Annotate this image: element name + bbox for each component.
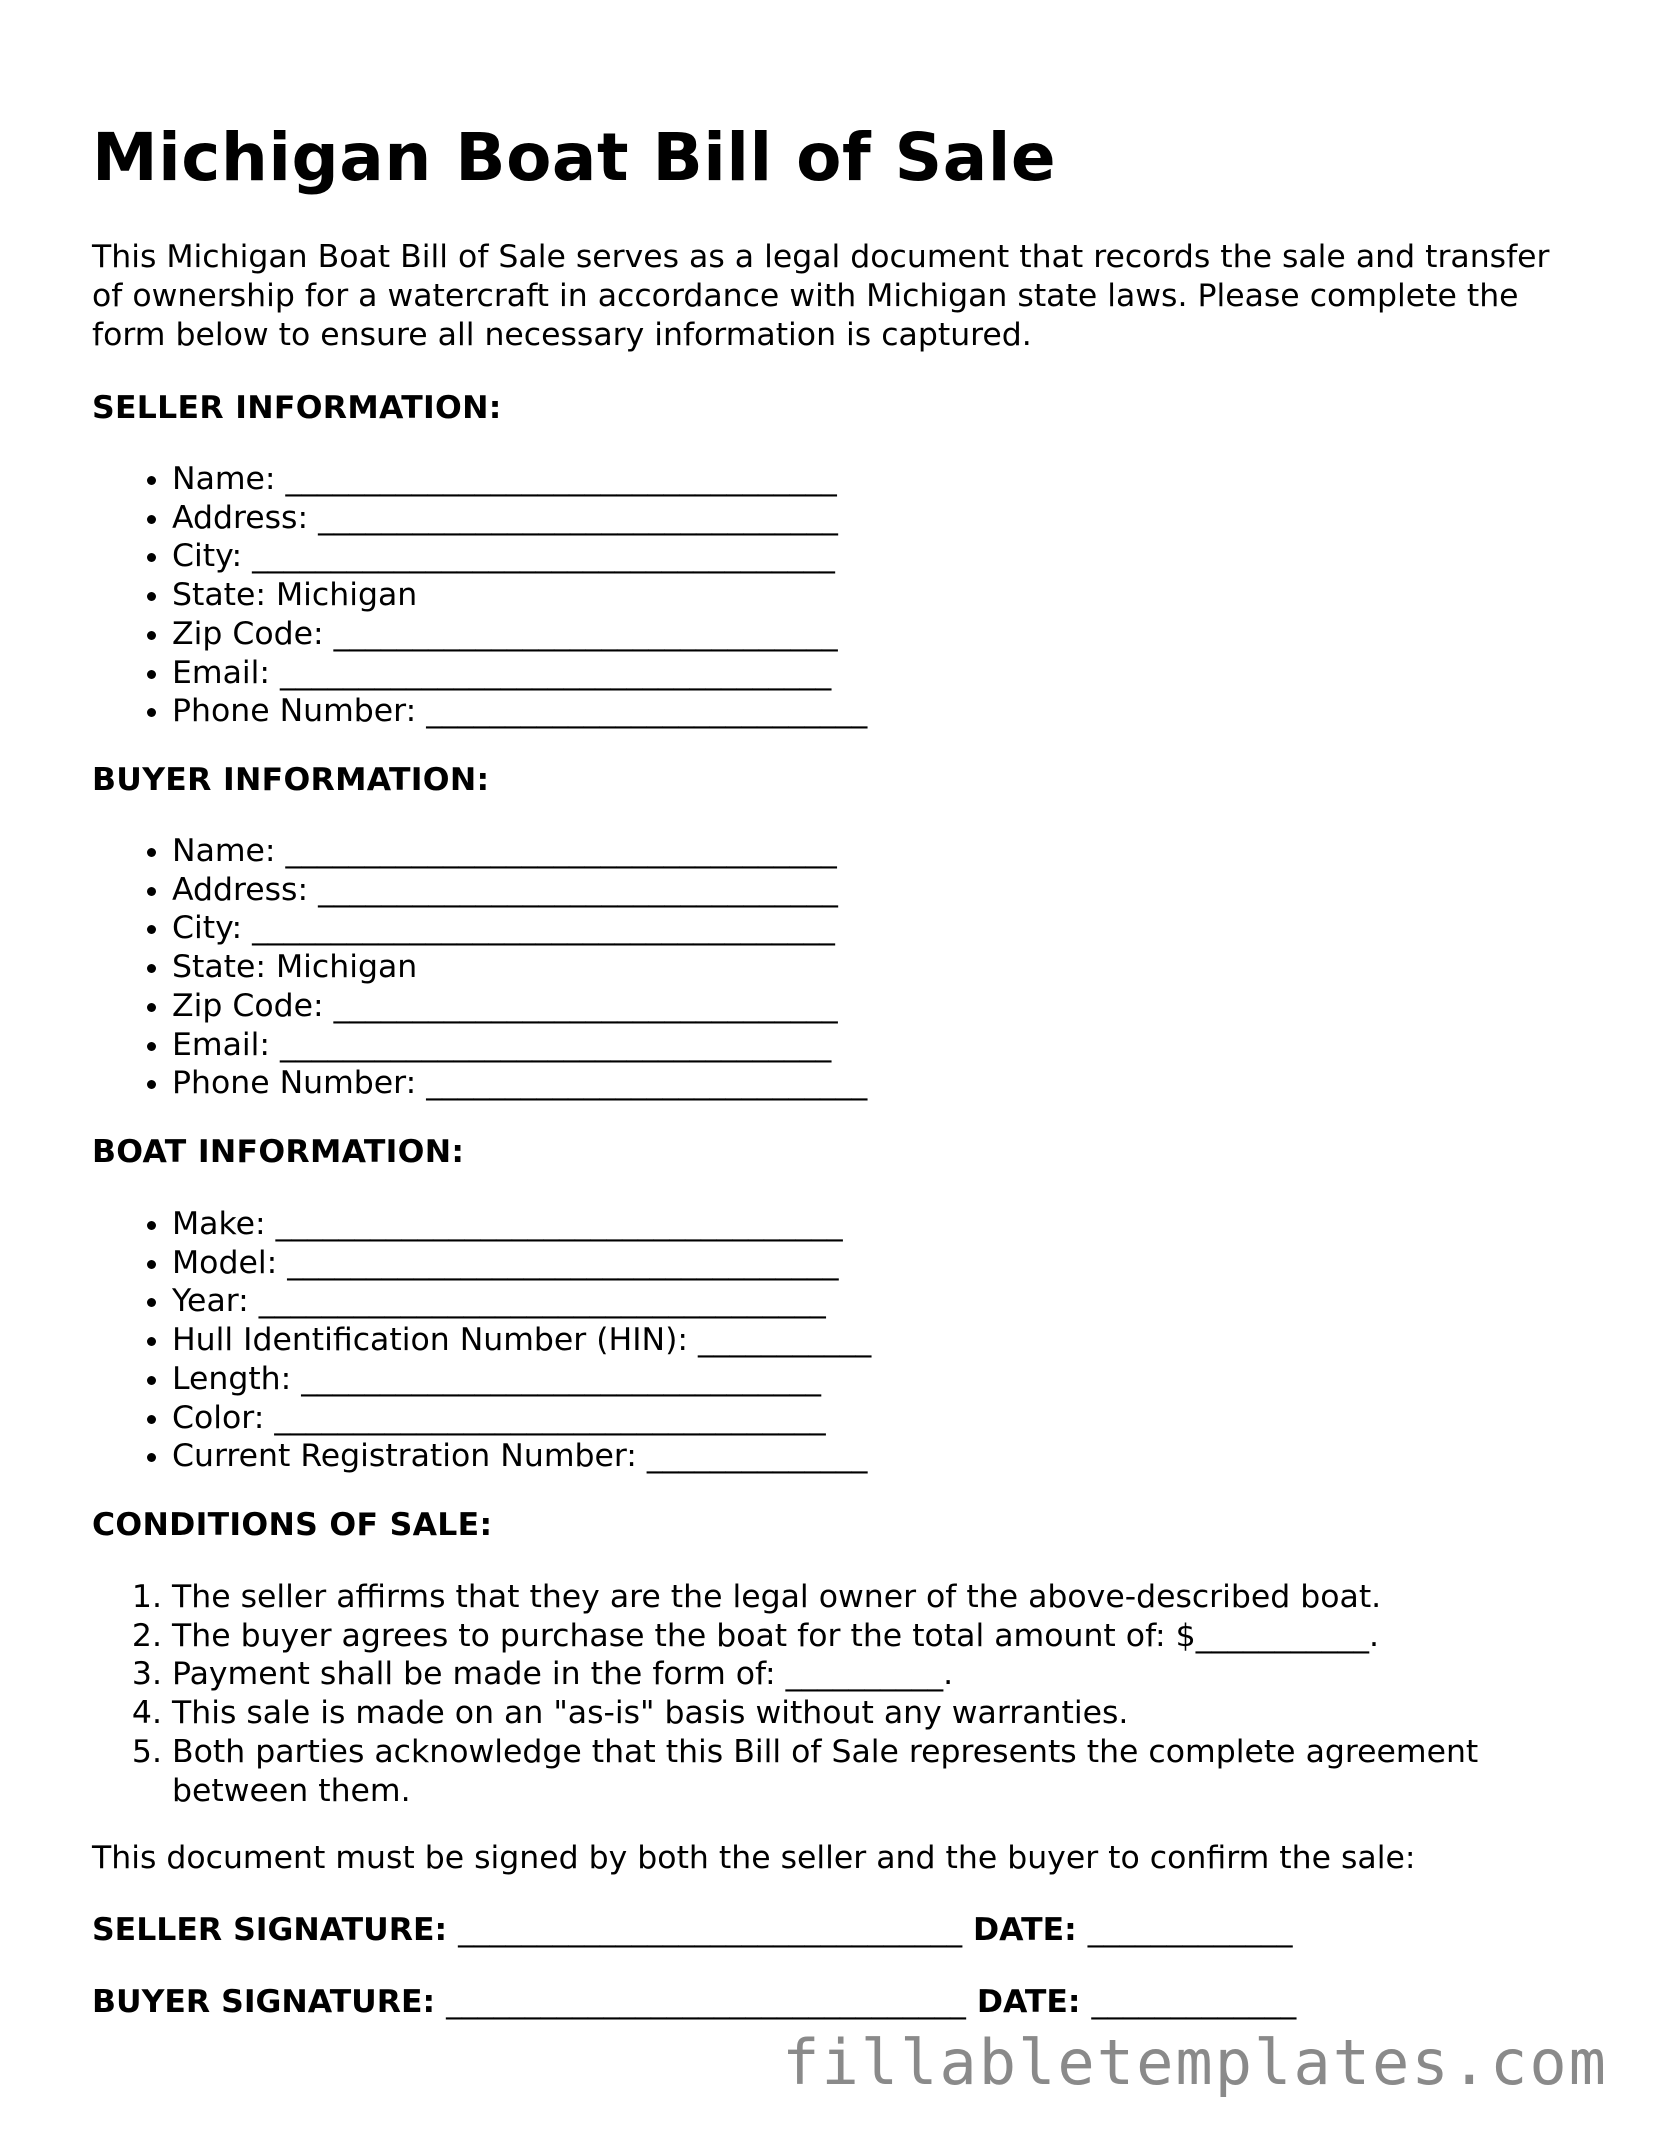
condition-payment-form[interactable]: 3. Payment shall be made in the form of: __________. [172,1655,1592,1694]
buyer-name-field[interactable]: • Name: ___________________________________ [172,832,867,871]
condition-purchase-amount[interactable]: 2. The buyer agrees to purchase the boat for the total amount of: $___________. [172,1617,1592,1656]
buyer-address-field[interactable]: • Address: _________________________________ [172,871,867,910]
boat-model-field[interactable]: • Model: ___________________________________ [172,1244,871,1283]
buyer-date-line[interactable]: _____________ [1091,1984,1297,2020]
seller-city-field[interactable]: • City: _____________________________________ [172,537,867,576]
boat-fields-list [92,1205,871,1476]
seller-fields-list [92,460,867,731]
buyer-fields-list [92,832,867,1103]
boat-year-field[interactable]: • Year: ____________________________________ [172,1282,871,1321]
seller-name-field[interactable]: • Name: ___________________________________ [172,460,867,499]
seller-signature-row [92,1910,1292,1950]
conditions-section-heading: CONDITIONS OF SALE: [92,1507,493,1543]
buyer-state-field: • State: Michigan [172,948,867,987]
seller-date-label: DATE: [973,1912,1077,1948]
condition-complete-agreement: 5. Both parties acknowledge that this Bill of Sale represents the complete agreement between them. [172,1733,1592,1810]
seller-date-line[interactable]: _____________ [1087,1912,1293,1948]
seller-zip-field[interactable]: • Zip Code: ________________________________ [172,615,867,654]
buyer-signature-label: BUYER SIGNATURE: [92,1984,436,2020]
closing-statement: This document must be signed by both the seller and the buyer to confirm the sale: [92,1840,1416,1876]
boat-hin-field[interactable]: • Hull Identification Number (HIN): ___________ [172,1321,871,1360]
conditions-list [92,1578,1592,1810]
watermark: fillabletemplates.com [782,2026,1608,2099]
seller-phone-field[interactable]: • Phone Number: ____________________________ [172,692,867,731]
seller-signature-label: SELLER SIGNATURE: [92,1912,448,1948]
boat-color-field[interactable]: • Color: ___________________________________ [172,1399,871,1438]
condition-ownership: 1. The seller affirms that they are the legal owner of the above-described boat. [172,1578,1592,1617]
boat-section-heading: BOAT INFORMATION: [92,1134,465,1170]
buyer-date-label: DATE: [976,1984,1081,2020]
seller-signature-line[interactable]: ________________________________ [458,1912,963,1948]
boat-length-field[interactable]: • Length: _________________________________ [172,1360,871,1399]
document-title: Michigan Boat Bill of Sale [92,119,1057,196]
buyer-signature-row [92,1982,1296,2022]
buyer-phone-field[interactable]: • Phone Number: ____________________________ [172,1064,867,1103]
buyer-signature-line[interactable]: _________________________________ [446,1984,966,2020]
seller-section-heading: SELLER INFORMATION: [92,390,502,426]
seller-state-field: • State: Michigan [172,576,867,615]
condition-as-is: 4. This sale is made on an "as-is" basis without any warranties. [172,1694,1592,1733]
buyer-email-field[interactable]: • Email: ___________________________________ [172,1026,867,1065]
boat-registration-field[interactable]: • Current Registration Number: ______________ [172,1437,871,1476]
buyer-section-heading: BUYER INFORMATION: [92,762,490,798]
intro-paragraph: This Michigan Boat Bill of Sale serves as a legal document that records the sale and transfer of ownership for a watercraft in accordance with Michigan state laws. Please complete the form below to ensure all necessary information is captured. [92,239,1550,353]
seller-email-field[interactable]: • Email: ___________________________________ [172,654,867,693]
seller-address-field[interactable]: • Address: _________________________________ [172,499,867,538]
buyer-zip-field[interactable]: • Zip Code: ________________________________ [172,987,867,1026]
boat-make-field[interactable]: • Make: ____________________________________ [172,1205,871,1244]
buyer-city-field[interactable]: • City: _____________________________________ [172,909,867,948]
